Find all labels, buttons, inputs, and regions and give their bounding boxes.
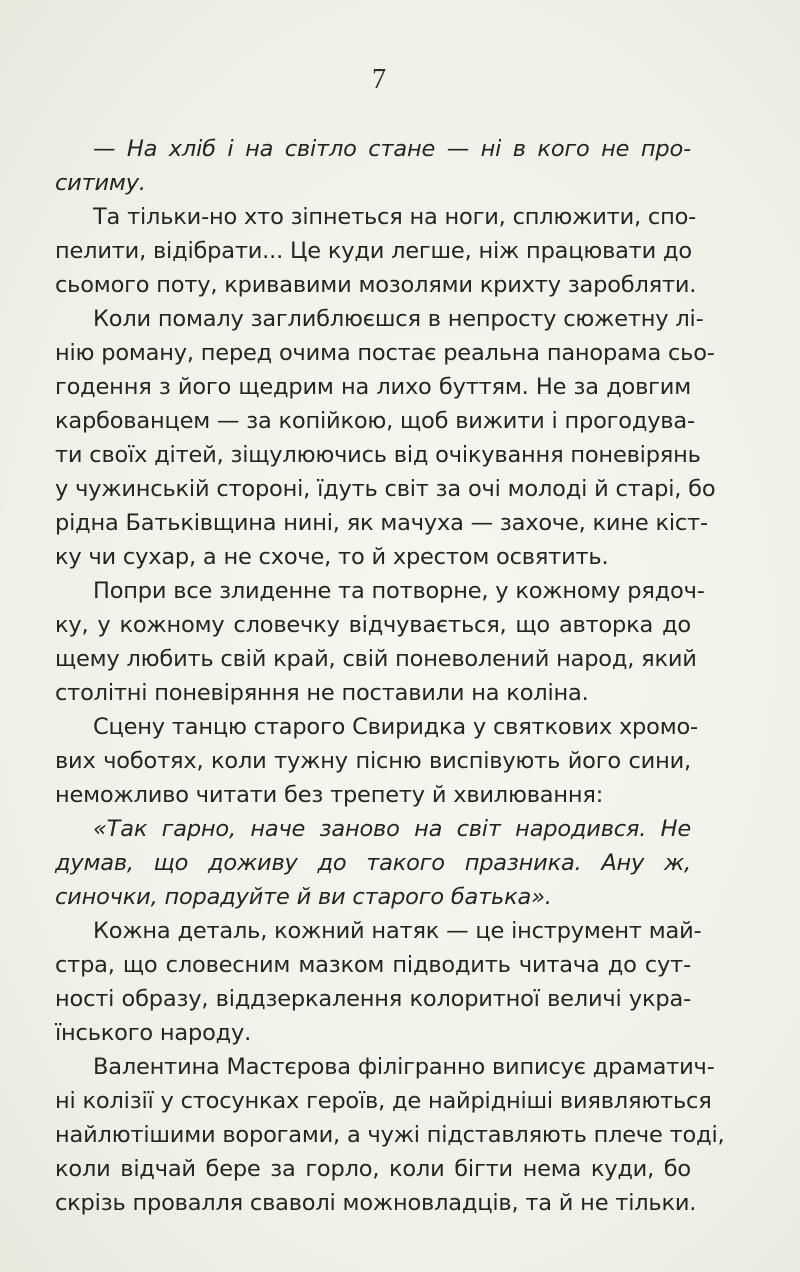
- text-line: Кожна деталь, кожний натяк — це інструмент май-: [93, 918, 702, 944]
- text-line: — На хліб і на світло стане — ні в кого не про-: [93, 136, 691, 162]
- text-line: Коли помалу заглиблюєшся в непросту сюжетну лі-: [93, 306, 704, 332]
- page-number: 7: [372, 64, 386, 95]
- text-line: ситиму.: [55, 170, 146, 196]
- text-line: карбованцем — за копійкою, щоб вижити і прогодува-: [55, 408, 695, 434]
- text-line: стра, що словесним мазком підводить читача до сут-: [55, 952, 691, 978]
- text-line: неможливо читати без трепету й хвилювання:: [55, 782, 604, 808]
- text-line: вих чоботях, коли тужну пісню виспівують його сини,: [55, 748, 691, 774]
- text-line: «Так гарно, наче заново на світ народився. Не: [93, 816, 691, 842]
- text-line: годення з його щедрим на лихо буттям. Не за довгим: [55, 374, 691, 400]
- text-line: у чужинській стороні, їдуть світ за очі молоді й старі, бо: [55, 476, 716, 502]
- text-line: думав, що доживу до такого празника. Ану ж,: [55, 850, 691, 876]
- text-line: Та тільки-но хто зіпнеться на ноги, сплюжити, спо-: [93, 204, 697, 230]
- text-line: коли відчай бере за горло, коли бігти нема куди, бо: [55, 1156, 691, 1182]
- text-line: Валентина Мастєрова філігранно виписує драматич-: [93, 1054, 715, 1080]
- text-line: столітні поневіряння не поставили на коліна.: [55, 680, 589, 706]
- text-line: рідна Батьківщина нині, як мачуха — захоче, кине кіст-: [55, 510, 708, 536]
- text-line: сьомого поту, кривавими мозолями крихту заробляти.: [55, 272, 697, 298]
- text-line: найлютішими ворогами, а чужі підставляють плече тоді,: [55, 1122, 725, 1148]
- text-line: ку чи сухар, а не схоче, то й хрестом освятить.: [55, 544, 609, 570]
- text-line: ності образу, віддзеркалення колоритної величі укра-: [55, 986, 691, 1012]
- text-line: Сцену танцю старого Свиридка у святкових хромо-: [93, 714, 698, 740]
- text-line: синочки, порадуйте й ви старого батька».: [55, 884, 552, 910]
- text-line: скрізь провалля сваволі можновладців, та й не тільки.: [55, 1190, 697, 1216]
- text-line: щему любить свій край, свій поневолений народ, який: [55, 646, 697, 672]
- text-line: Попри все злиденне та потворне, у кожному рядоч-: [93, 578, 705, 604]
- text-line: ти своїх дітей, зіщулюючись від очікування поневірянь: [55, 442, 701, 468]
- text-line: пелити, відібрати... Це куди легше, ніж працювати до: [55, 238, 692, 264]
- text-line: їнського народу.: [55, 1020, 252, 1046]
- text-line: ні колізії у стосунках героїв, де найрідніші виявляються: [55, 1088, 712, 1114]
- text-line: ку, у кожному словечку відчувається, що авторка до: [55, 612, 691, 638]
- text-line: нію роману, перед очима постає реальна панорама сьо-: [55, 340, 715, 366]
